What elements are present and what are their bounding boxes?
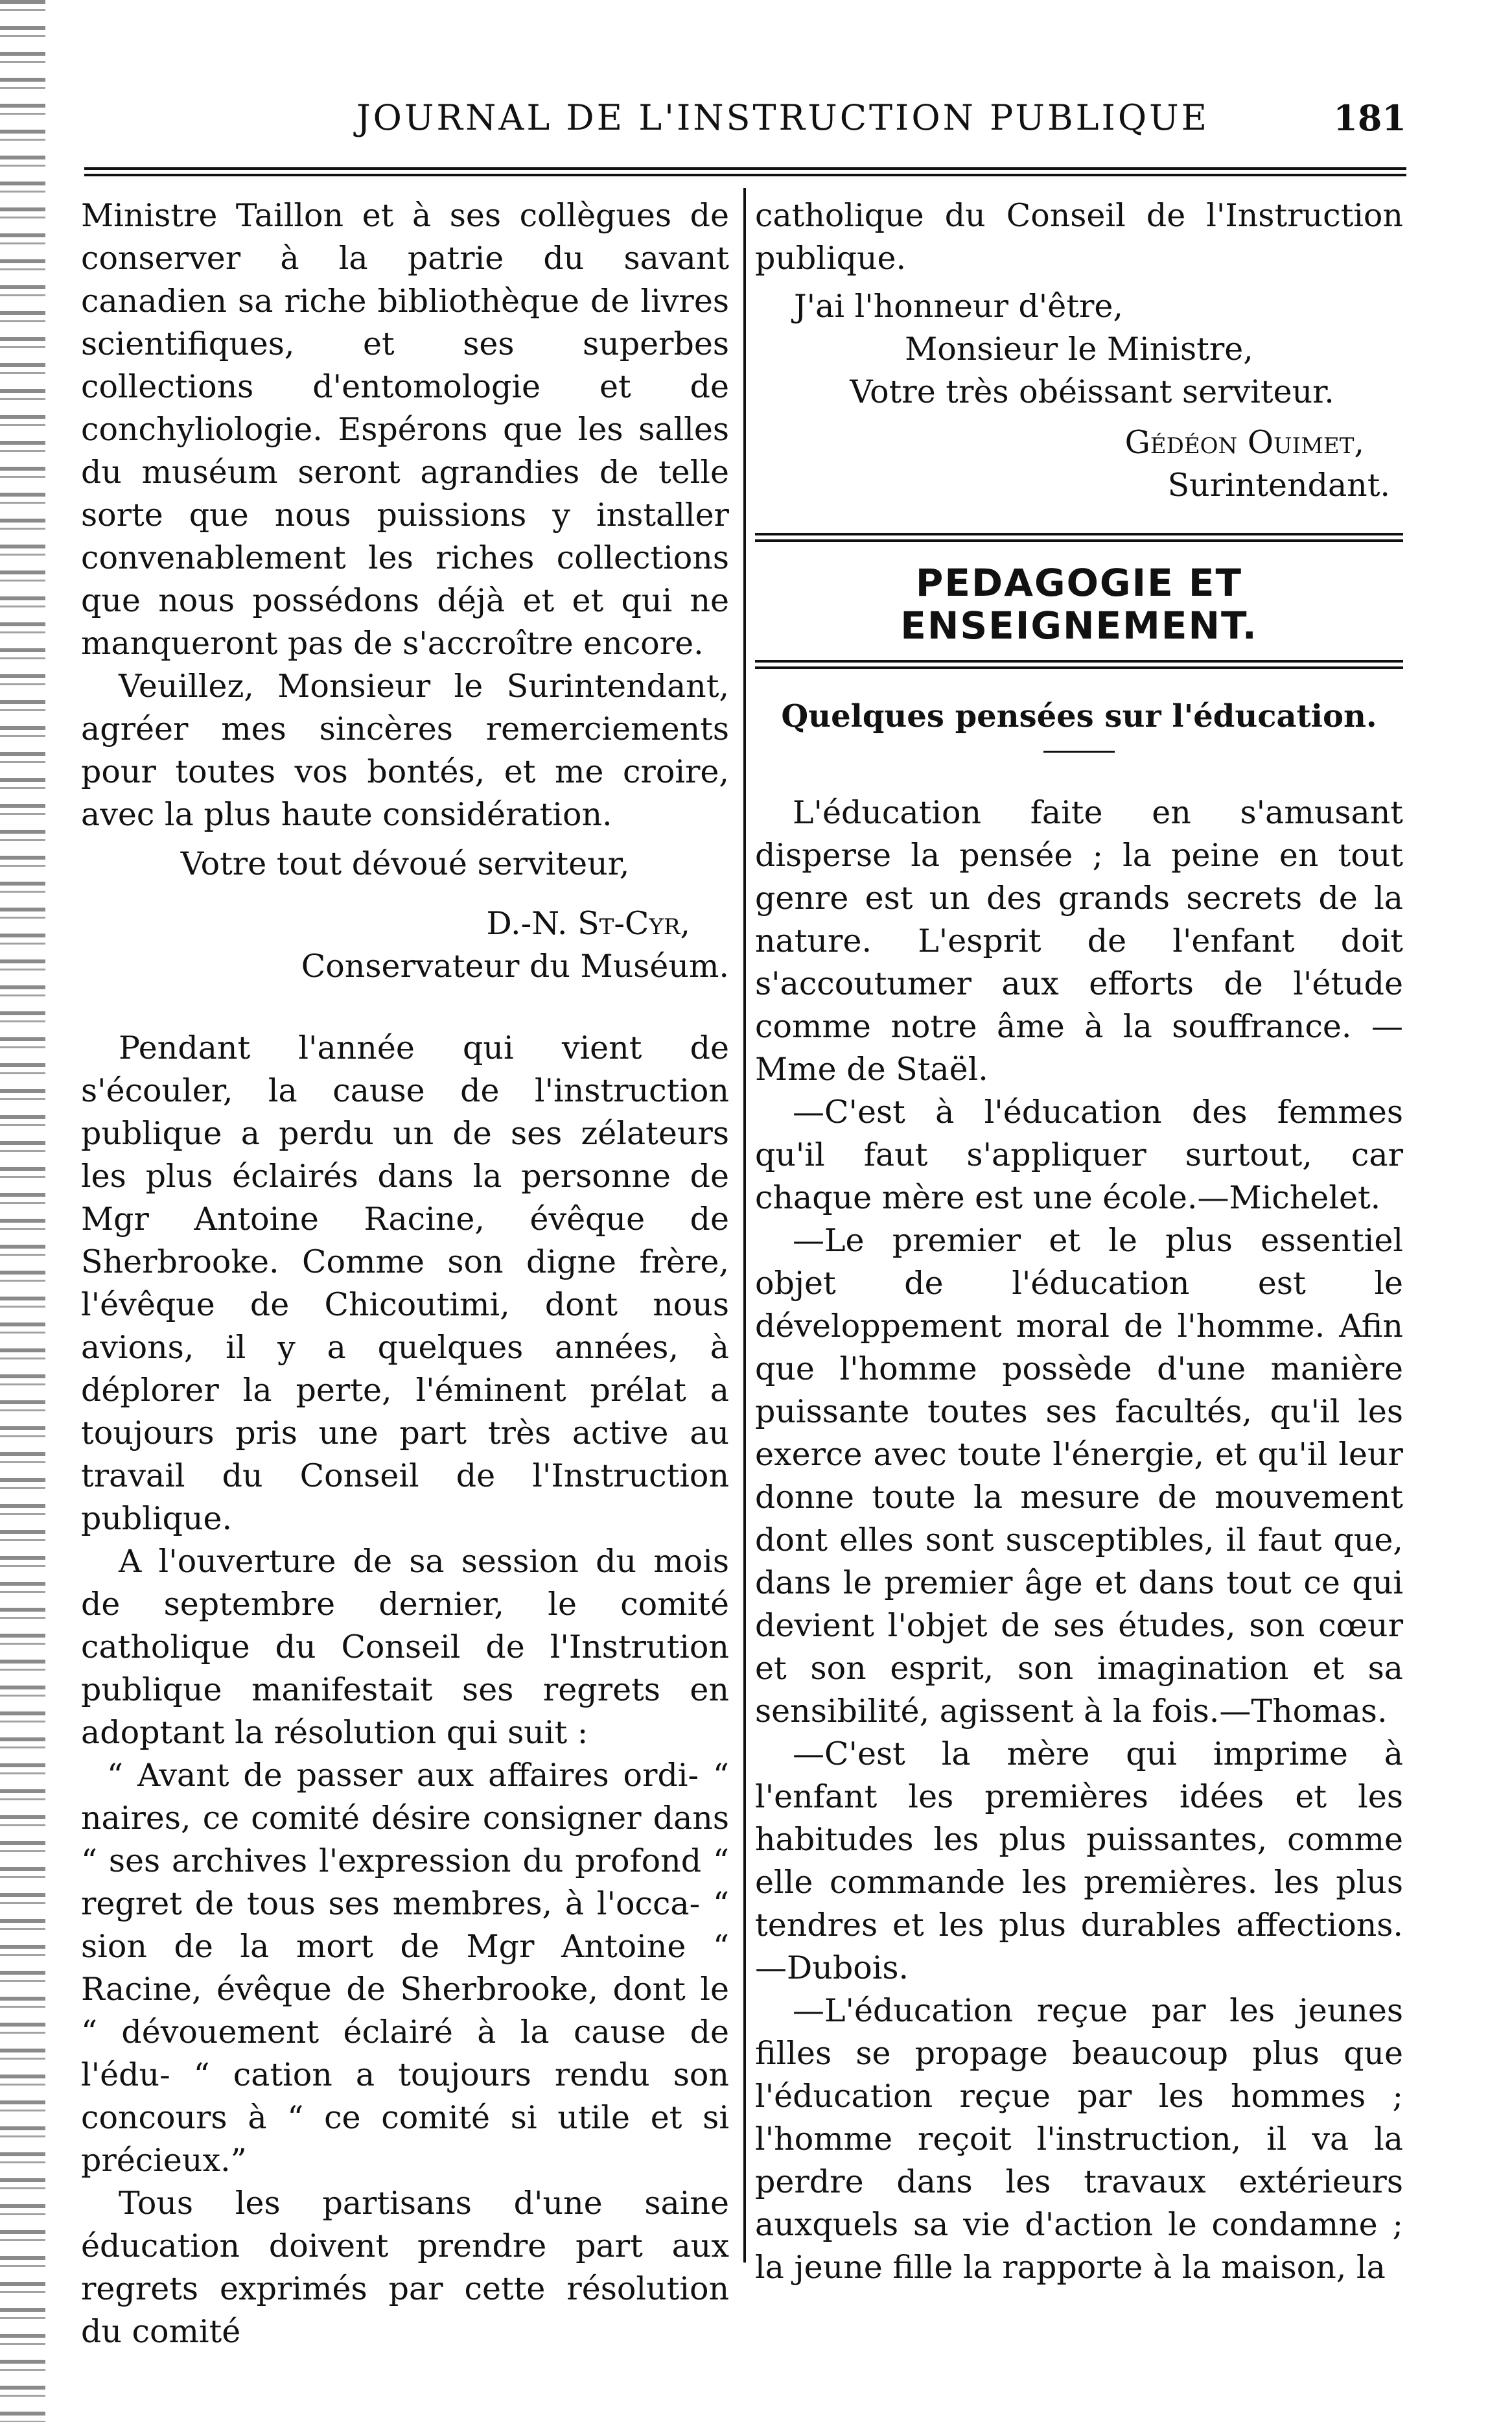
page-number: 181 xyxy=(1333,97,1406,139)
closing-line-1: J'ai l'honneur d'être, xyxy=(794,288,1123,325)
left-paragraph-2: Veuillez, Monsieur le Surintendant, agréer mes sincères remerciements pour toutes vos bontés, et me croire, avec la plus haute considération. xyxy=(81,668,729,833)
signature-name: Gédéon Ouimet, xyxy=(1124,424,1364,461)
signature-title: Conservateur du Muséum. xyxy=(301,948,729,985)
left-column xyxy=(81,194,729,2350)
signature-title: Surintendant. xyxy=(1167,467,1390,504)
scan-edge-artifact xyxy=(0,0,45,2422)
section-rule-bottom xyxy=(755,660,1403,669)
letter-closing: Votre tout dévoué serviteur, xyxy=(180,845,630,882)
right-paragraph-1: catholique du Conseil de l'Instruction publique. xyxy=(755,197,1403,277)
left-paragraph-3: Pendant l'année qui vient de s'écouler, la cause de l'instruction publique a perdu un de ses zélateurs les plus éclairés dans la personne de Mgr Antoine Racine, évêque de Sherbrooke. Comme son digne frère, l'évêque de Chicoutimi, dont nous avions, il y a quelques années, à déplorer la perte, l'éminent prélat a toujours pris une part très active au travail du Conseil de l'Instruction publique. xyxy=(81,1029,729,1537)
quote-paragraph-5: —L'éducation reçue par les jeunes filles se propage beaucoup plus que l'éducation reçue par les hommes ; l'homme reçoit l'instruction, il va la perdre dans les travaux extérieurs auxquels sa vie d'action le condamne ; la jeune fille la rapporte à la maison, la xyxy=(755,1992,1403,2286)
page-header xyxy=(84,97,1406,149)
quote-paragraph-2: —C'est à l'éducation des femmes qu'il faut s'appliquer surtout, car chaque mère est une école.—Michelet. xyxy=(755,1094,1403,1216)
section-title: PEDAGOGIE ET ENSEIGNEMENT. xyxy=(900,561,1258,648)
running-title: JOURNAL DE L'INSTRUCTION PUBLIQUE xyxy=(356,97,1210,138)
quote-paragraph-1: L'éducation faite en s'amusant disperse la pensée ; la peine en tout genre est un des grands secrets de la nature. L'esprit de l'enfant doit s'accoutumer aux efforts de l'étude comme notre âme à la souffrance. — Mme de Staël. xyxy=(755,794,1403,1088)
short-rule xyxy=(1043,751,1115,753)
left-paragraph-4: A l'ouverture de sa session du mois de septembre dernier, le comité catholique du Conseil de l'Instrution publique manifestait ses regrets en adoptant la résolution qui suit : xyxy=(81,1543,729,1751)
section-rule-top xyxy=(755,533,1403,542)
resolution-quote: “ Avant de passer aux affaires ordi- “ naires, ce comité désire consigner dans “ ses archives l'expression du profond “ regret de tous ses membres, à l'occa- “ sion de la mort de Mgr Antoine “ Racine, évêque de Sherbrooke, dont le “ dévouement éclairé à la cause de l'édu- “ cation a toujours rendu son concours à “ ce comité si utile et si précieux.” xyxy=(81,1757,729,2179)
left-paragraph-5: Tous les partisans d'une saine éducation doivent prendre part aux regrets exprimés par cette résolution du comité xyxy=(81,2185,729,2350)
quote-paragraph-3: —Le premier et le plus essentiel objet de l'éducation est le développement moral de l'homme. Afin que l'homme possède d'une manière puissante toutes ses facultés, qu'il les exerce avec toute l'énergie, et qu'il leur donne toute la mesure de mouvement dont elles sont susceptibles, il faut que, dans le premier âge et dans tout ce qui devient l'objet de ses études, son cœur et son esprit, son imagination et sa sensibilité, agissent à la fois.—Thomas. xyxy=(755,1222,1403,1730)
quote-paragraph-4: —C'est la mère qui imprime à l'enfant les premières idées et les habitudes les plus puissantes, comme elle commande les premières. les plus tendres et les plus durables affections.—Dubois. xyxy=(755,1735,1403,1986)
column-divider xyxy=(743,188,746,2263)
subsection-title: Quelques pensées sur l'éducation. xyxy=(781,698,1377,735)
left-paragraph-1: Ministre Taillon et à ses collègues de conserver à la patrie du savant canadien sa riche bibliothèque de livres scientifiques, et ses superbes collections d'entomologie et de conchyliologie. Espérons que les salles du muséum seront agrandies de telle sorte que nous puissions y installer convenablement les riches collections que nous possédons déjà et et qui ne manqueront pas de s'accroître encore. xyxy=(81,197,729,662)
header-rule xyxy=(84,167,1406,176)
closing-line-2: Monsieur le Ministre, xyxy=(905,331,1253,368)
signature-name: D.-N. St-Cyr, xyxy=(486,905,690,942)
closing-line-3: Votre très obéissant serviteur. xyxy=(850,373,1334,410)
right-column xyxy=(755,194,1403,2286)
